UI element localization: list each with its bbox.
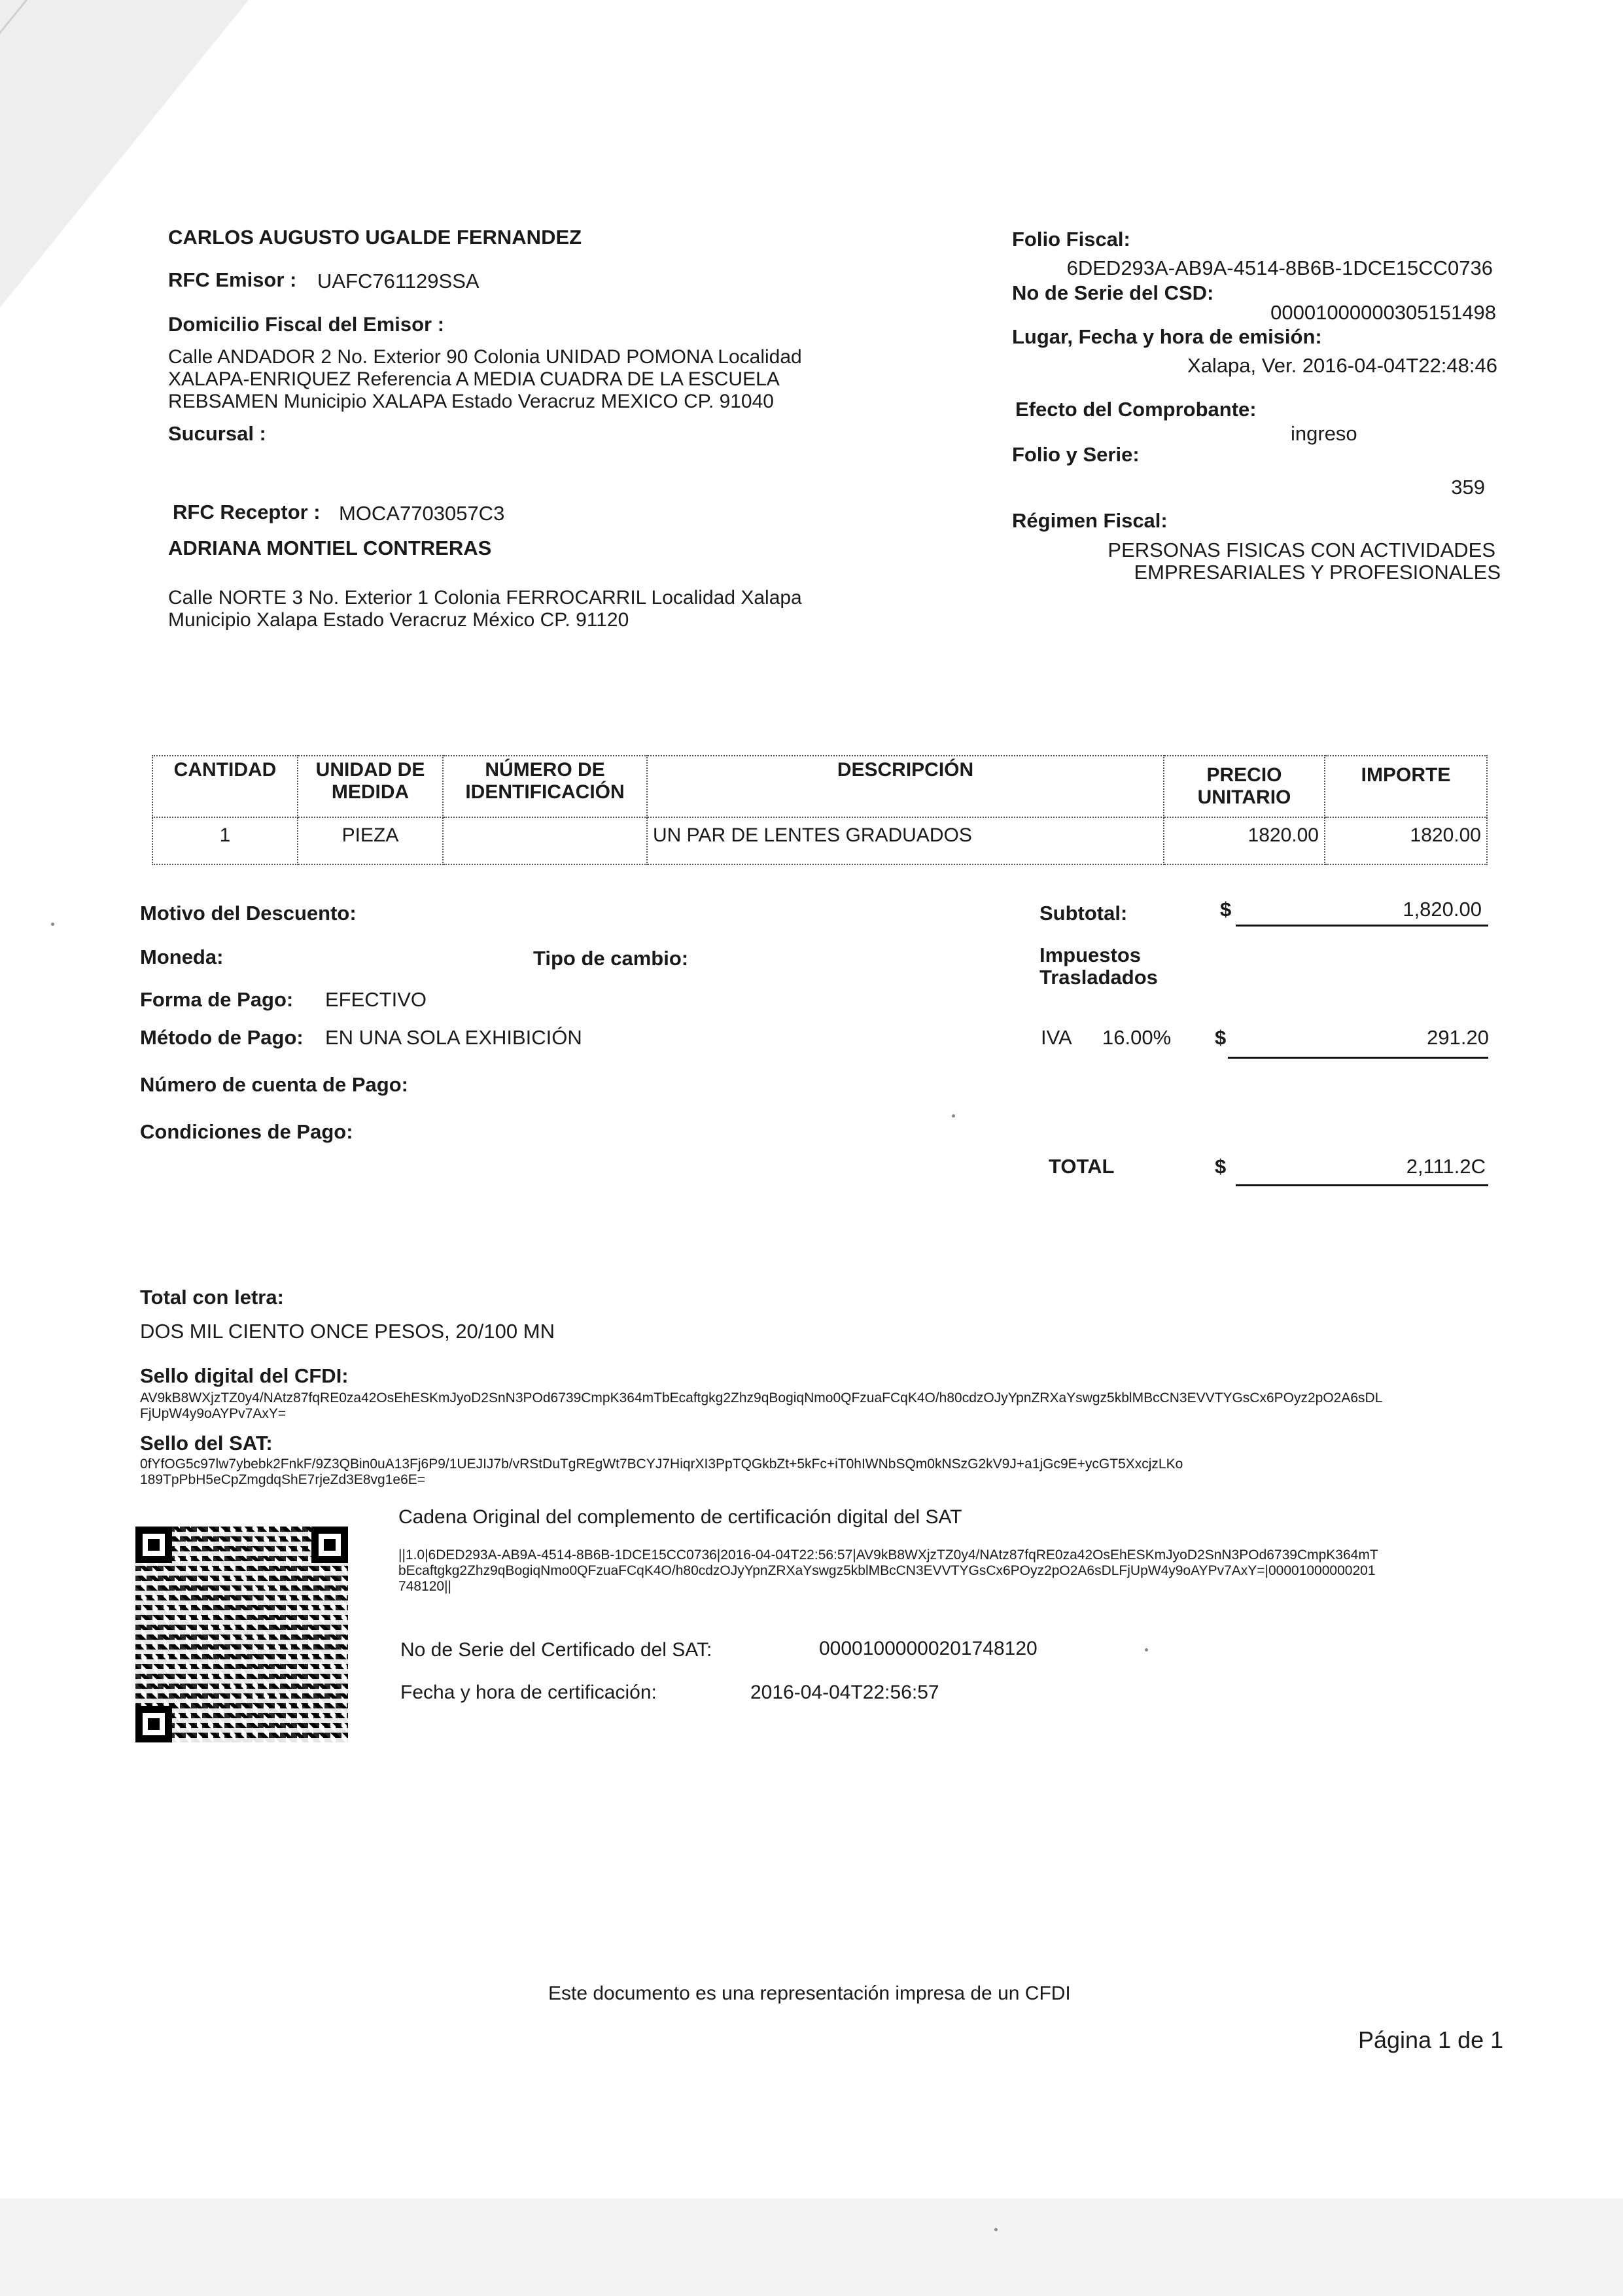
place-date: Xalapa, Ver. 2016-04-04T22:48:46: [1187, 354, 1497, 377]
regime-line: PERSONAS FISICAS CON ACTIVIDADES: [1108, 539, 1495, 561]
cell-id-number: [443, 817, 647, 864]
payment-method-label: Método de Pago:: [140, 1026, 304, 1049]
sat-seal: 0fYfOG5c97lw7ybebk2FnkF/9Z3QBin0uA13Fj6P9/1UEJIJ7b/vRStDuTgREgWt7BCYJ7HiqrXI3PpTQGkbZt+5kFc+iT0hIWNbSQm0kNSzG2kV9J+a1jGc9E+ycGT5XxcjzLKo189TpPbH5eCpZmgdqShE7rjeZd3E8vg1e6E=: [140, 1457, 1183, 1487]
currency-label: Moneda:: [140, 945, 224, 968]
folded-corner: [0, 0, 249, 308]
receiver-rfc: MOCA7703057C3: [339, 502, 505, 525]
amount-words-label: Total con letra:: [140, 1286, 284, 1309]
cell-unit-price: 1820.00: [1164, 817, 1325, 864]
discount-reason-label: Motivo del Descuento:: [140, 902, 357, 925]
cell-description: UN PAR DE LENTES GRADUADOS: [647, 817, 1164, 864]
folio-fiscal: 6DED293A-AB9A-4514-8B6B-1DCE15CC0736: [1066, 256, 1493, 279]
emitter-address-line: XALAPA-ENRIQUEZ Referencia A MEDIA CUADRA DE LA ESCUELA: [168, 368, 780, 390]
emitter-rfc: UAFC761129SSA: [317, 270, 480, 292]
cell-quantity: 1: [152, 817, 298, 864]
effect-value: ingreso: [1291, 422, 1357, 445]
taxes-label: Impuestos: [1039, 944, 1142, 966]
header-description: DESCRIPCIÓN: [647, 756, 1164, 817]
cell-amount: 1820.00: [1325, 817, 1487, 864]
subtotal-value: 1,820.00: [1403, 898, 1482, 921]
header-unit: UNIDAD DE MEDIDA: [298, 756, 443, 817]
cert-date-label: Fecha y hora de certificación:: [400, 1682, 657, 1703]
emitter-address-line: REBSAMEN Municipio XALAPA Estado Veracruz MEXICO CP. 91040: [168, 391, 774, 412]
cfdi-seal-label: Sello digital del CFDI:: [140, 1364, 349, 1387]
total-label: TOTAL: [1049, 1155, 1115, 1178]
folio-series-label: Folio y Serie:: [1012, 443, 1140, 466]
branch-label: Sucursal :: [168, 422, 266, 445]
header-amount: IMPORTE: [1325, 756, 1487, 817]
csd-serial-label: No de Serie del CSD:: [1012, 281, 1214, 304]
scan-speck: [1145, 1648, 1148, 1651]
qr-finder: [135, 1527, 172, 1563]
receiver-address-line: Municipio Xalapa Estado Veracruz México CP. 91120: [168, 609, 629, 631]
payment-method: EN UNA SOLA EXHIBICIÓN: [325, 1026, 582, 1049]
folio-fiscal-label: Folio Fiscal:: [1012, 228, 1130, 251]
sat-cert-label: No de Serie del Certificado del SAT:: [400, 1639, 712, 1661]
sat-chain-label: Cadena Original del complemento de certificación digital del SAT: [398, 1506, 962, 1528]
sat-cert: 00001000000201748120: [819, 1638, 1038, 1659]
iva-currency: $: [1215, 1026, 1227, 1049]
total-rule: [1236, 1184, 1488, 1186]
qr-finder: [311, 1527, 348, 1563]
effect-label: Efecto del Comprobante:: [1015, 398, 1257, 421]
iva-rule: [1228, 1057, 1488, 1059]
payment-form-label: Forma de Pago:: [140, 988, 294, 1011]
cell-unit: PIEZA: [298, 817, 443, 864]
emitter-rfc-label: RFC Emisor :: [168, 268, 297, 291]
receiver-address-line: Calle NORTE 3 No. Exterior 1 Colonia FERROCARRIL Localidad Xalapa: [168, 587, 802, 609]
payment-form: EFECTIVO: [325, 988, 427, 1011]
scan-speck: [952, 1114, 955, 1118]
total-value: 2,111.2C: [1406, 1155, 1486, 1178]
cfdi-note: Este documento es una representación impresa de un CFDI: [548, 1983, 1071, 2004]
taxes-label: Trasladados: [1039, 966, 1158, 989]
iva-label: IVA: [1041, 1026, 1072, 1049]
header-id-number: NÚMERO DE IDENTIFICACIÓN: [443, 756, 647, 817]
emitter-address-line: Calle ANDADOR 2 No. Exterior 90 Colonia UNIDAD POMONA Localidad: [168, 346, 802, 368]
account-label: Número de cuenta de Pago:: [140, 1073, 408, 1096]
regime-line: EMPRESARIALES Y PROFESIONALES: [1134, 561, 1501, 584]
receiver-name: ADRIANA MONTIEL CONTRERAS: [168, 537, 492, 559]
emitter-name: CARLOS AUGUSTO UGALDE FERNANDEZ: [168, 226, 582, 249]
scan-speck: [51, 923, 54, 926]
subtotal-rule: [1236, 925, 1488, 927]
regime-label: Régimen Fiscal:: [1012, 509, 1168, 532]
items-table: [152, 755, 1488, 865]
table-row: [152, 817, 1487, 864]
qr-code: [135, 1527, 348, 1742]
sat-seal-label: Sello del SAT:: [140, 1432, 273, 1455]
scan-speck: [994, 2228, 998, 2231]
total-currency: $: [1215, 1155, 1227, 1178]
amount-words: DOS MIL CIENTO ONCE PESOS, 20/100 MN: [140, 1320, 555, 1343]
cert-date: 2016-04-04T22:56:57: [750, 1682, 939, 1703]
emitter-address-label: Domicilio Fiscal del Emisor :: [168, 313, 445, 336]
header-unit-price: PRECIO UNITARIO: [1164, 756, 1325, 817]
iva-value: 291.20: [1427, 1026, 1489, 1049]
folio-series: 359: [1451, 476, 1485, 499]
sat-chain: ||1.0|6DED293A-AB9A-4514-8B6B-1DCE15CC0736|2016-04-04T22:56:57|AV9kB8WXjzTZ0y4/NAtz87fqRE0za42OsEhESKmJyoD2SnN3POd6739CmpK364mTbEcaftgkg2Zhz9qBogiqNmo0QFzuaFCqK4O/h80cdzOJyYpnZRXaYswgz5kblMBcCN3EVVTYGsCx6POyz2pO2A6sDLFjUpW4y9oAYPv7AxY=|00001000000201748120||: [398, 1547, 1378, 1594]
items-header-row: [152, 756, 1487, 817]
receiver-rfc-label: RFC Receptor :: [173, 501, 321, 523]
conditions-label: Condiciones de Pago:: [140, 1120, 353, 1143]
page-number: Página 1 de 1: [1358, 2026, 1504, 2053]
iva-rate: 16.00%: [1102, 1026, 1172, 1049]
cfdi-seal: AV9kB8WXjzTZ0y4/NAtz87fqRE0za42OsEhESKmJyoD2SnN3POd6739CmpK364mTbEcaftgkg2Zhz9qBogiqNmo0QFzuaFCqK4O/h80cdzOJyYpnZRXaYswgz5kblMBcCN3EVVTYGsCx6POyz2pO2A6sDLFjUpW4y9oAYPv7AxY=: [140, 1390, 1383, 1421]
csd-serial: 00001000000305151498: [1270, 301, 1496, 324]
qr-finder: [135, 1706, 172, 1742]
exchange-rate-label: Tipo de cambio:: [533, 947, 689, 970]
header-quantity: CANTIDAD: [152, 756, 298, 817]
scan-bottom-edge: [0, 2199, 1623, 2296]
subtotal-currency: $: [1220, 898, 1232, 921]
subtotal-label: Subtotal:: [1039, 902, 1128, 925]
place-date-label: Lugar, Fecha y hora de emisión:: [1012, 325, 1322, 348]
